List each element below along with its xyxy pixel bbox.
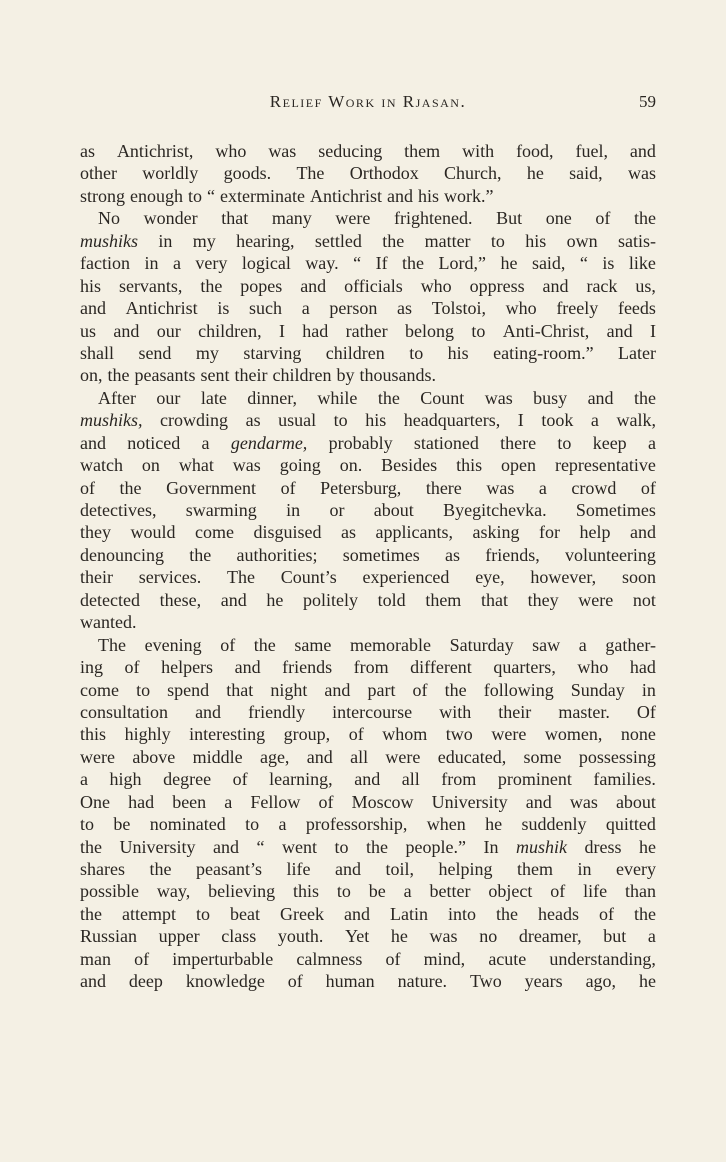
text-line: denouncing the authorities; sometimes as friends, volunteering [80, 544, 656, 565]
text-line: wanted. [80, 612, 137, 633]
body-text [80, 140, 656, 993]
text-line: on, the peasants sent their children by thousands. [80, 365, 436, 386]
text-line: shall send my starving children to his eating-room.” Later [80, 342, 656, 363]
text-line: possible way, believing this to be a better object of life than [80, 881, 656, 902]
text-line: detected these, and he politely told them that they were not [80, 589, 656, 610]
text-line: shares the peasant’s life and toil, helping them in every [80, 859, 656, 879]
text-line: and deep knowledge of human nature. Two years ago, he [80, 971, 656, 992]
text-line: us and our children, I had rather belong to Anti-Christ, and I [80, 320, 656, 341]
text-line: of the Government of Petersburg, there was a crowd of [80, 477, 656, 498]
page-number: 59 [639, 92, 656, 111]
text-line: mushiks in my hearing, settled the matter to his own satis- [80, 230, 656, 251]
text-line: to be nominated to a professorship, when he suddenly quitted [80, 814, 656, 835]
text-line: and Antichrist is such a person as Tolstoi, who freely feeds [80, 298, 656, 319]
text-line: come to spend that night and part of the following Sunday in [80, 679, 656, 700]
text-line: faction in a very logical way. “ If the Lord,” he said, “ is like [80, 253, 656, 274]
text-line: other worldly goods. The Orthodox Church, he said, was [80, 163, 656, 184]
text-line: were above middle age, and all were educated, some possessing [80, 746, 656, 767]
text-line: a high degree of learning, and all from prominent families. [80, 769, 656, 790]
text-line: consultation and friendly intercourse with their master. Of [80, 701, 656, 722]
text-line: this highly interesting group, of whom two were women, none [80, 724, 656, 745]
text-line: man of imperturbable calmness of mind, acute understanding, [80, 948, 656, 969]
text-line: the attempt to beat Greek and Latin into the heads of the [80, 903, 656, 924]
text-line: mushiks, crowding as usual to his headquarters, I took a walk, [80, 410, 656, 431]
text-line: No wonder that many were frightened. But one of the [98, 208, 656, 229]
text-line: detectives, swarming in or about Byegitchevka. Sometimes [80, 500, 656, 520]
text-line: The evening of the same memorable Saturday saw a gather- [98, 634, 656, 655]
running-head [80, 92, 656, 118]
text-line: his servants, the popes and officials who oppress and rack us, [80, 275, 656, 296]
text-line: they would come disguised as applicants, asking for help and [80, 522, 656, 543]
text-line: strong enough to “ exterminate Antichrist and his work.” [80, 185, 494, 206]
text-line: One had been a Fellow of Moscow University and was about [80, 791, 656, 812]
running-title: Relief Work in Rjasan. [269, 92, 467, 111]
text-line: Russian upper class youth. Yet he was no dreamer, but a [80, 926, 656, 947]
text-line: and noticed a gendarme, probably stationed there to keep a [80, 432, 656, 453]
text-line: watch on what was going on. Besides this open representative [80, 455, 656, 476]
text-line: their services. The Count’s experienced eye, however, soon [80, 567, 656, 588]
text-line: as Antichrist, who was seducing them with food, fuel, and [80, 141, 656, 161]
text-line: After our late dinner, while the Count was busy and the [98, 387, 656, 408]
text-line: the University and “ went to the people.” In mushik dress he [80, 836, 656, 857]
text-line: ing of helpers and friends from different quarters, who had [80, 657, 656, 678]
